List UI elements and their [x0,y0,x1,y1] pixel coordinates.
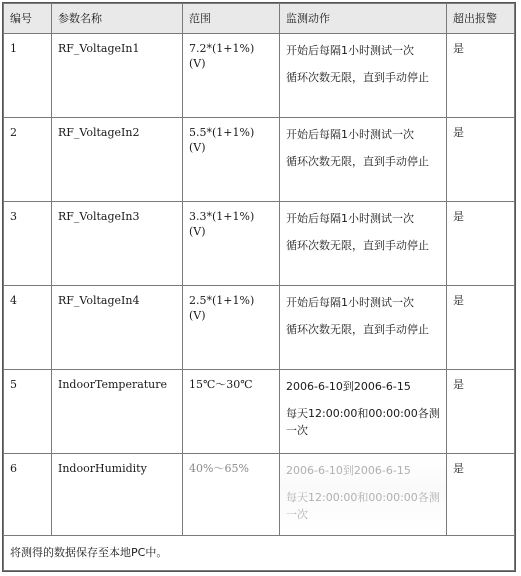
cell-no: 1 [4,34,52,118]
cell-alarm: 是 [447,202,515,286]
action-line-1: 开始后每隔1小时测试一次 [286,212,414,225]
action-line-2: 循环次数无限，直到手动停止 [286,71,429,84]
cell-name: IndoorTemperature [52,370,183,454]
table-row [4,454,515,536]
cell-name: RF_VoltageIn4 [52,286,183,370]
cell-no: 6 [4,454,52,536]
cell-name: RF_VoltageIn1 [52,34,183,118]
cell-range: 5.5*(1+1%) (V) [183,118,280,202]
cell-alarm: 是 [447,370,515,454]
action-line-2: 每天12:00:00和00:00:00各测一次 [286,491,440,521]
monitoring-parameter-table [3,3,515,571]
cell-no: 4 [4,286,52,370]
cell-no: 2 [4,118,52,202]
header-alarm: 超出报警 [447,4,515,34]
action-line-1: 2006-6-10到2006-6-15 [286,464,411,477]
action-line-2: 循环次数无限，直到手动停止 [286,155,429,168]
spec-table-frame [2,2,516,572]
table-row [4,202,515,286]
footer-note: 将测得的数据保存至本地PC中。 [4,536,515,571]
cell-action [280,202,447,286]
action-line-2: 循环次数无限，直到手动停止 [286,323,429,336]
header-range: 范围 [183,4,280,34]
cell-action [280,34,447,118]
cell-alarm: 是 [447,286,515,370]
action-line-1: 开始后每隔1小时测试一次 [286,296,414,309]
action-line-2: 循环次数无限，直到手动停止 [286,239,429,252]
cell-no: 5 [4,370,52,454]
cell-name: IndoorHumidity [52,454,183,536]
cell-range: 7.2*(1+1%) (V) [183,34,280,118]
cell-alarm: 是 [447,454,515,536]
table-row [4,118,515,202]
action-line-1: 开始后每隔1小时测试一次 [286,44,414,57]
table-row [4,370,515,454]
action-line-1: 开始后每隔1小时测试一次 [286,128,414,141]
header-action: 监测动作 [280,4,447,34]
action-line-1: 2006-6-10到2006-6-15 [286,380,411,393]
cell-name: RF_VoltageIn3 [52,202,183,286]
table-footer-row [4,536,515,571]
cell-range: 3.3*(1+1%) (V) [183,202,280,286]
table-row [4,34,515,118]
cell-range: 2.5*(1+1%) (V) [183,286,280,370]
table-row [4,286,515,370]
cell-action [280,454,447,536]
table-header-row [4,4,515,34]
cell-action [280,370,447,454]
cell-name: RF_VoltageIn2 [52,118,183,202]
header-no: 编号 [4,4,52,34]
cell-action [280,286,447,370]
cell-alarm: 是 [447,118,515,202]
header-name: 参数名称 [52,4,183,34]
cell-range: 40%～65% [183,454,280,536]
cell-no: 3 [4,202,52,286]
action-line-2: 每天12:00:00和00:00:00各测一次 [286,407,440,437]
cell-alarm: 是 [447,34,515,118]
cell-range: 15℃～30℃ [183,370,280,454]
cell-action [280,118,447,202]
